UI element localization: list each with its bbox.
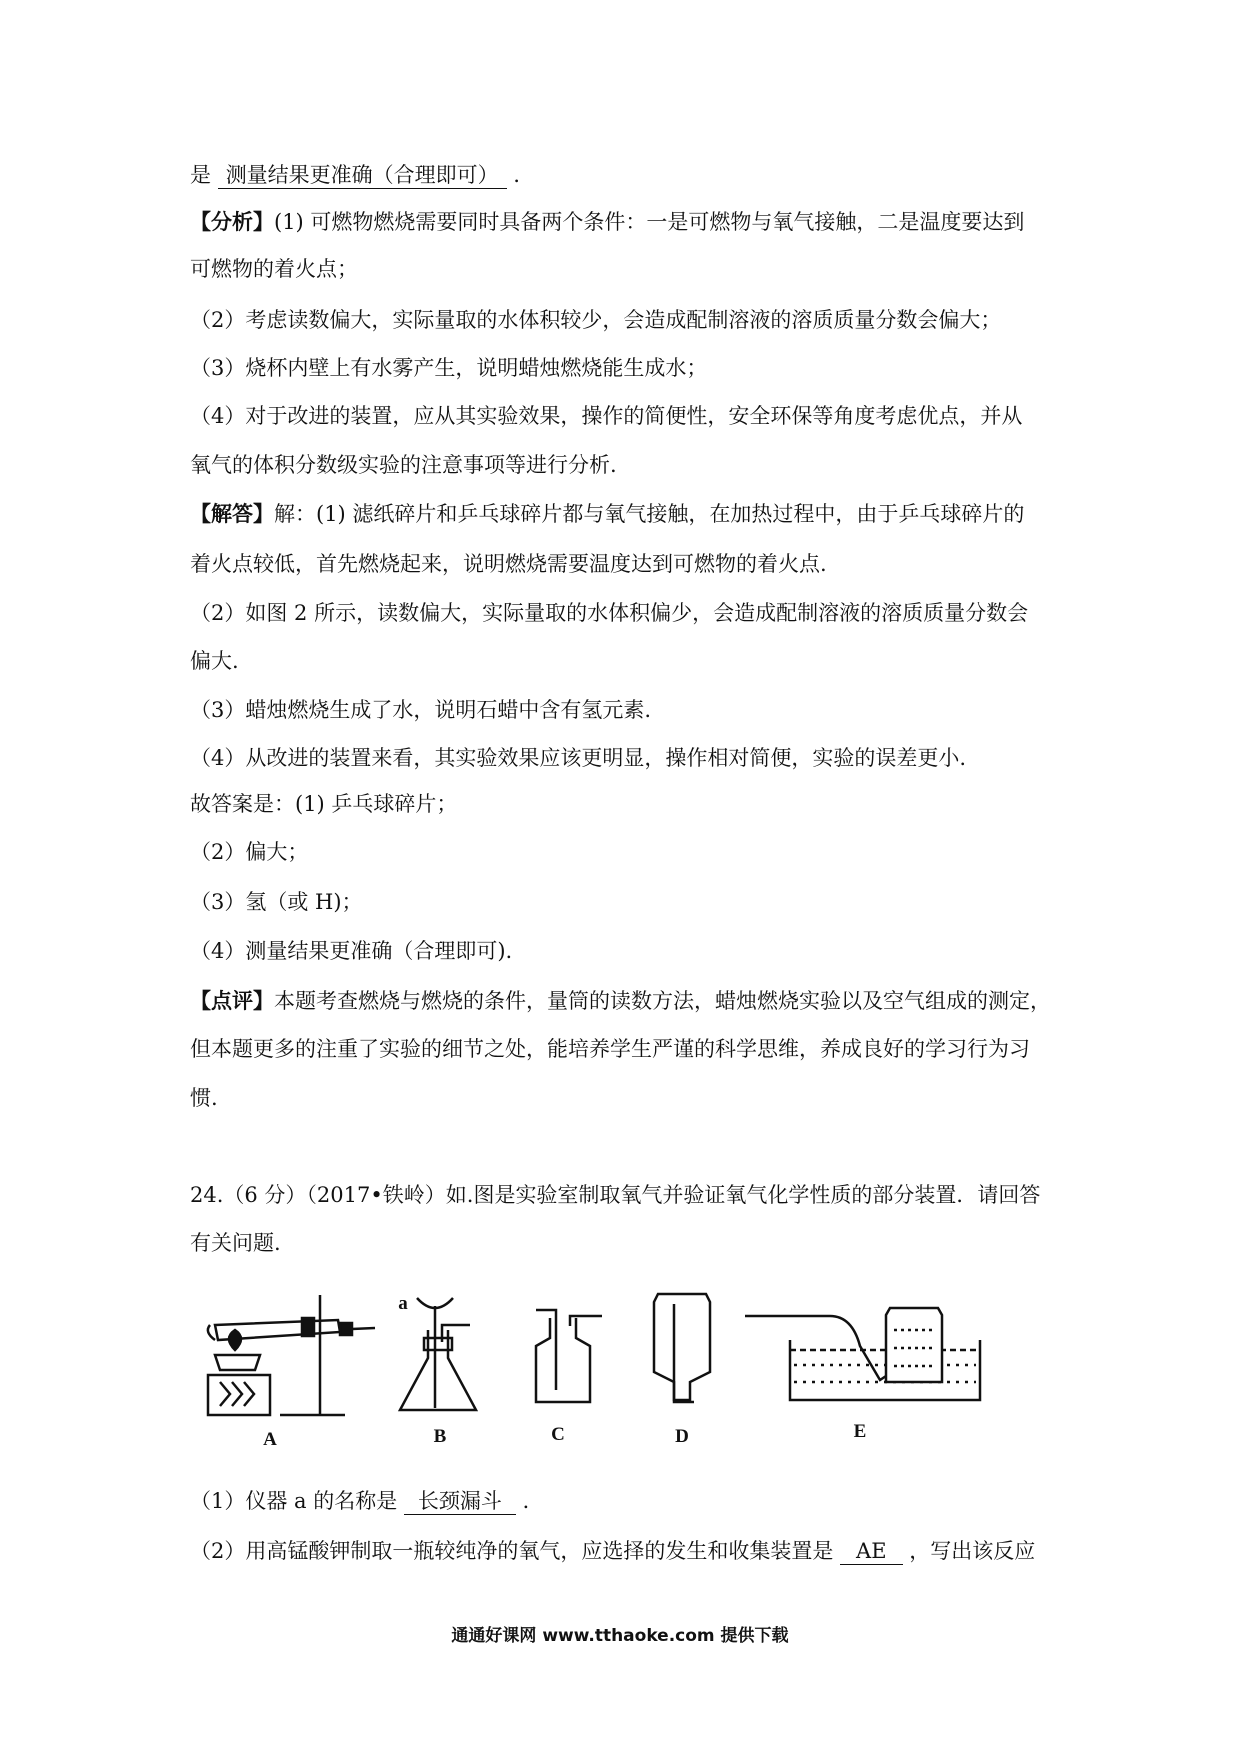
analysis-tag: 【分析】 [190, 209, 274, 234]
footer-source: 通通好课网 www.tthaoke.com 提供下载 [451, 1626, 789, 1646]
apparatus-a [208, 1295, 375, 1415]
text-line: （2）如图 2 所示，读数偏大，实际量取的水体积偏少，会造成配制溶液的溶质质量分数会 [190, 601, 1029, 625]
funnel-label-a: a [398, 1293, 408, 1314]
comment-tag: 【点评】 [190, 988, 274, 1013]
text-line: （2）考虑读数偏大，实际量取的水体积较少，会造成配制溶液的溶质质量分数会偏大； [190, 308, 1002, 332]
text-line: （4）测量结果更准确（合理即可). [190, 939, 513, 963]
figure-label: E [853, 1421, 867, 1442]
text-line: 偏大. [190, 649, 239, 673]
text-line: 但本题更多的注重了实验的细节之处，能培养学生严谨的科学思维，养成良好的学习行为习 [190, 1037, 1030, 1061]
text-line: （2）偏大； [190, 840, 309, 864]
answer-blank: AE [840, 1538, 903, 1565]
text-line: 氧气的体积分数级实验的注意事项等进行分析. [190, 453, 617, 477]
figure-label: C [551, 1424, 565, 1445]
text-line: （3）蜡烛燃烧生成了水，说明石蜡中含有氢元素. [190, 698, 652, 722]
apparatus-e [745, 1308, 980, 1400]
apparatus-c [536, 1310, 602, 1402]
text-line: 故答案是：(1) 乒乓球碎片； [190, 792, 458, 816]
text-line: （3）氢（或 H)； [190, 890, 363, 914]
question-2-line: （2）用高锰酸钾制取一瓶较纯净的氧气，应选择的发生和收集装置是 AE ，写出该反应 [190, 1539, 1036, 1563]
figure-label: A [263, 1429, 277, 1450]
text-line: 可燃物的着火点； [190, 257, 358, 281]
figure-label: D [675, 1426, 689, 1447]
text-line: 着火点较低，首先燃烧起来，说明燃烧需要温度达到可燃物的着火点. [190, 552, 827, 576]
text-line: （4）从改进的装置来看，其实验效果应该更明显，操作相对简便，实验的误差更小. [190, 746, 967, 770]
apparatus-d [654, 1294, 710, 1402]
lab-apparatus-figure [190, 1290, 1090, 1460]
question-24-line: 24.（6 分）（2017•铁岭）如.图是实验室制取氧气并验证氧气化学性质的部分装置．请回答 [190, 1183, 1041, 1207]
analysis-line: 【分析】(1) 可燃物燃烧需要同时具备两个条件：一是可燃物与氧气接触，二是温度要达到 [190, 209, 1025, 234]
text-line: 惯. [190, 1086, 218, 1110]
apparatus-b [400, 1298, 476, 1410]
solution-line: 【解答】解：(1) 滤纸碎片和乒乓球碎片都与氧气接触，在加热过程中，由于乒乓球碎片的 [190, 501, 1025, 526]
answer-line: 是 测量结果更准确（合理即可） ． [190, 163, 535, 187]
answer-blank: 测量结果更准确（合理即可） [218, 162, 507, 189]
question-1-line: （1）仪器 a 的名称是 长颈漏斗 ． [190, 1489, 544, 1513]
text-line: （3）烧杯内壁上有水雾产生，说明蜡烛燃烧能生成水； [190, 356, 708, 380]
comment-line: 【点评】本题考查燃烧与燃烧的条件，量筒的读数方法，蜡烛燃烧实验以及空气组成的测定， [190, 988, 1051, 1013]
figure-label: B [433, 1426, 447, 1447]
answer-blank: 长颈漏斗 [404, 1488, 516, 1515]
text-line: 有关问题. [190, 1231, 281, 1255]
text-line: （4）对于改进的装置，应从其实验效果，操作的简便性，安全环保等角度考虑优点，并从 [190, 404, 1023, 428]
solution-tag: 【解答】 [190, 501, 274, 526]
